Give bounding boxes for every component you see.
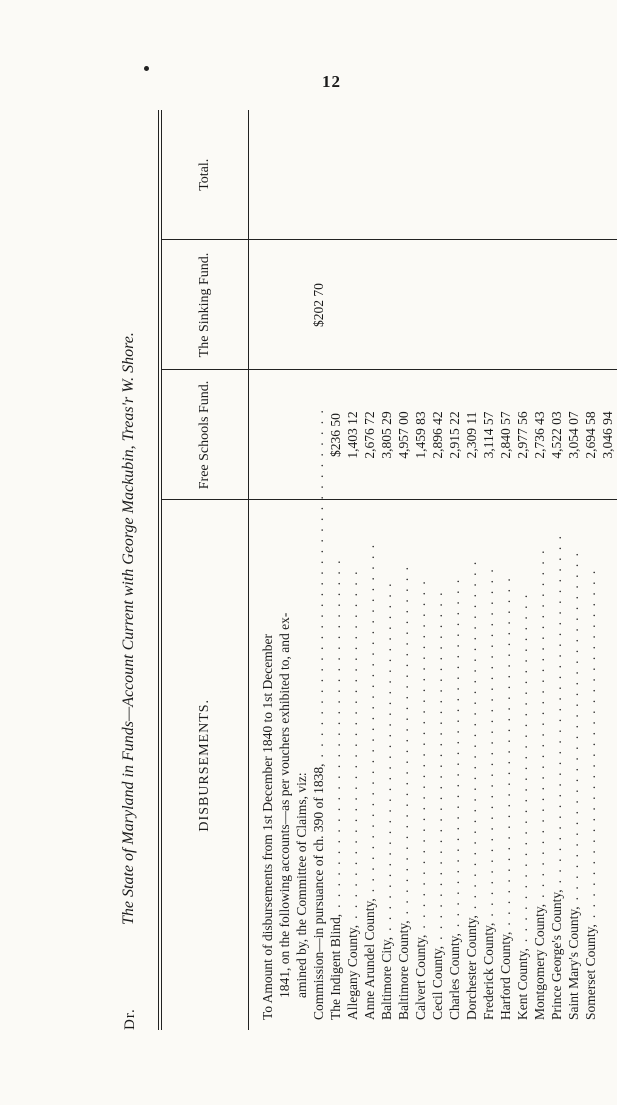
list-item bbox=[514, 507, 531, 1021]
dot-leader: . . . . . . . . . . . . . . . . . . . . . . . . . . . . . . . . . bbox=[430, 590, 445, 940]
dot-leader: . . . . . . . . . . . . . . . . . . . . . . . . . . . . . . . . . bbox=[481, 567, 496, 917]
dot-leader: . . . . . . . . . . . . . . . . . . . . . . . . . . . . . . . . . bbox=[328, 558, 343, 908]
free-schools-amount: 2,736 43 bbox=[532, 411, 547, 459]
list-item bbox=[582, 507, 599, 1021]
intro-line: amined by, the Committee of Claims, viz: bbox=[294, 772, 309, 998]
item-label: Cecil County, bbox=[430, 945, 445, 1020]
sinking-fund-amount bbox=[327, 242, 344, 369]
free-schools-amount: 2,309 11 bbox=[464, 411, 479, 459]
sinking-fund-amount bbox=[582, 242, 599, 369]
item-label: The Indigent Blind, bbox=[328, 913, 343, 1020]
sinking-fund-amount bbox=[497, 242, 514, 369]
free-schools-amount: 1,403 12 bbox=[345, 411, 360, 459]
sinking-fund-header: The Sinking Fund. bbox=[160, 240, 249, 370]
sinking-fund-amount bbox=[412, 242, 429, 369]
list-item bbox=[327, 507, 344, 1021]
sinking-fund-amount bbox=[429, 242, 446, 369]
free-schools-amount: 3,805 29 bbox=[379, 411, 394, 459]
dot-leader: . . . . . . . . . . . . . . . . . . . . . . . . . . . . . . . . . bbox=[532, 548, 547, 898]
sinking-fund-amount: $202 70 bbox=[311, 283, 326, 327]
sinking-fund-amount bbox=[514, 242, 531, 369]
sinking-fund-amount bbox=[395, 242, 412, 369]
list-item bbox=[446, 507, 463, 1021]
item-label: Prince George's County, bbox=[549, 889, 564, 1020]
free-schools-header: Free Schools Fund. bbox=[160, 370, 249, 500]
list-item bbox=[310, 408, 327, 1021]
dot-leader: . . . . . . . . . . . . . . . . . . . . . . . . . . . . . . . . . bbox=[379, 581, 394, 931]
list-item bbox=[344, 507, 361, 1021]
item-label: Montgomery County, bbox=[532, 903, 547, 1020]
item-label: Anne Arundel County, bbox=[362, 898, 377, 1020]
item-label: Calvert County, bbox=[413, 934, 428, 1020]
dot-leader: . . . . . . . . . . . . . . . . . . . . . . . . . . . . . . . . . bbox=[464, 559, 479, 910]
dot-leader: . . . . . . . . . . . . . . . . . . . . . . . . . . . . . . . . . bbox=[345, 569, 360, 919]
dot-leader: . . . . . . . . . . . . . . . . . . . . . . . . . . . . . . . . . bbox=[583, 568, 598, 919]
dot-leader: . . . . . . . . . . . . . . . . . . . . . . . . . . . . . . . . . bbox=[515, 592, 530, 943]
free-schools-cell bbox=[249, 370, 617, 500]
item-label: Somerset County, bbox=[583, 924, 598, 1020]
dot-leader: . . . . . . . . . . . . . . . . . . . . . . . . . . . . . . . . . bbox=[362, 542, 377, 893]
sinking-fund-amount bbox=[531, 242, 548, 369]
ledger bbox=[110, 110, 615, 1030]
list-item bbox=[361, 507, 378, 1021]
list-item bbox=[412, 507, 429, 1021]
item-label: Kent County, bbox=[515, 948, 530, 1020]
list-item bbox=[429, 507, 446, 1021]
free-schools-amount: 3,054 07 bbox=[566, 411, 581, 459]
ledger-table bbox=[158, 110, 617, 1030]
spacer-line bbox=[259, 372, 276, 499]
sinking-fund-amount bbox=[378, 242, 395, 369]
free-schools-amount: 2,915 22 bbox=[447, 411, 462, 459]
list-item bbox=[531, 507, 548, 1021]
free-schools-amount: 3,046 94 bbox=[600, 411, 615, 459]
sinking-fund-amount bbox=[344, 242, 361, 369]
total-header: Total. bbox=[160, 110, 249, 240]
spacer-line bbox=[276, 242, 293, 369]
free-schools-amount: 4,522 03 bbox=[549, 411, 564, 459]
sinking-fund-amount bbox=[548, 242, 565, 369]
item-label: Charles County, bbox=[447, 933, 462, 1020]
list-item bbox=[378, 507, 395, 1021]
free-schools-amount: 2,840 57 bbox=[498, 411, 513, 459]
free-schools-amount: 2,694 58 bbox=[583, 411, 598, 459]
page-number: 12 bbox=[322, 72, 341, 91]
dot-leader: . . . . . . . . . . . . . . . . . . . . . . . . . . . . . . . . . bbox=[549, 533, 564, 884]
item-label: Commission—in pursuance of ch. 390 of 1838, bbox=[311, 763, 326, 1020]
account-title: The State of Maryland in Funds—Account Current with George Mackubin, Treas'r W. Shore. bbox=[120, 332, 137, 925]
dot-leader: . . . . . . . . . . . . . . . . . . . . . . . . . . . . . . . . . bbox=[566, 550, 581, 901]
disbursements-header: DISBURSEMENTS. bbox=[160, 500, 249, 1030]
sinking-fund-cell bbox=[249, 240, 617, 370]
ink-speck bbox=[144, 66, 149, 71]
sinking-fund-amount bbox=[463, 242, 480, 369]
sinking-fund-amount bbox=[480, 242, 497, 369]
intro-line: 1841, on the following accounts—as per vouchers exhibited to, and ex- bbox=[277, 612, 292, 998]
spacer-line bbox=[259, 242, 276, 369]
sinking-fund-amount bbox=[565, 242, 582, 369]
item-label: Saint Mary's County, bbox=[566, 906, 581, 1020]
free-schools-amount: $236 50 bbox=[328, 413, 343, 457]
item-label: Dorchester County, bbox=[464, 915, 479, 1020]
free-schools-amount: 2,896 42 bbox=[430, 411, 445, 459]
item-label: Baltimore County, bbox=[396, 920, 411, 1020]
list-item bbox=[497, 507, 514, 1021]
header-row bbox=[160, 110, 249, 1030]
list-item bbox=[395, 507, 412, 1021]
dot-leader: . . . . . . . . . . . . . . . . . . . . . . . . . . . . . . . . . bbox=[447, 577, 462, 928]
list-item bbox=[463, 507, 480, 1021]
ledger-header bbox=[110, 110, 150, 1030]
item-label: Allegany County, bbox=[345, 924, 360, 1020]
spacer-line bbox=[293, 242, 310, 369]
item-label: Frederick County, bbox=[481, 922, 496, 1020]
list-item bbox=[480, 507, 497, 1021]
intro-line: To Amount of disbursements from 1st December 1840 to 1st December bbox=[260, 634, 275, 1020]
list-item bbox=[548, 507, 565, 1021]
item-label: Harford County, bbox=[498, 931, 513, 1020]
dr-label: Dr. bbox=[122, 1008, 138, 1030]
dot-leader: . . . . . . . . . . . . . . . . . . . . . . . . . . . . . . . . . bbox=[311, 408, 326, 758]
free-schools-amount: 2,977 56 bbox=[515, 411, 530, 459]
free-schools-amount: 1,459 83 bbox=[413, 411, 428, 459]
free-schools-amount: 2,676 72 bbox=[362, 411, 377, 459]
dot-leader: . . . . . . . . . . . . . . . . . . . . . . . . . . . . . . . . . bbox=[413, 579, 428, 929]
intro-paragraph bbox=[259, 507, 310, 1021]
sinking-fund-amount bbox=[361, 242, 378, 369]
dot-leader: . . . . . . . . . . . . . . . . . . . . . . . . . . . . . . . . . bbox=[498, 576, 513, 926]
free-schools-amount: 4,957 00 bbox=[396, 411, 411, 459]
item-label: Baltimore City, bbox=[379, 936, 394, 1020]
ledger-body-row bbox=[249, 110, 617, 1030]
spacer-line bbox=[276, 372, 293, 499]
sinking-fund-amount bbox=[446, 242, 463, 369]
list-item bbox=[565, 507, 582, 1021]
spacer-line bbox=[293, 372, 310, 499]
free-schools-amount: 3,114 57 bbox=[481, 411, 496, 459]
total-cell bbox=[249, 110, 617, 240]
dot-leader: . . . . . . . . . . . . . . . . . . . . . . . . . . . . . . . . . bbox=[396, 565, 411, 915]
